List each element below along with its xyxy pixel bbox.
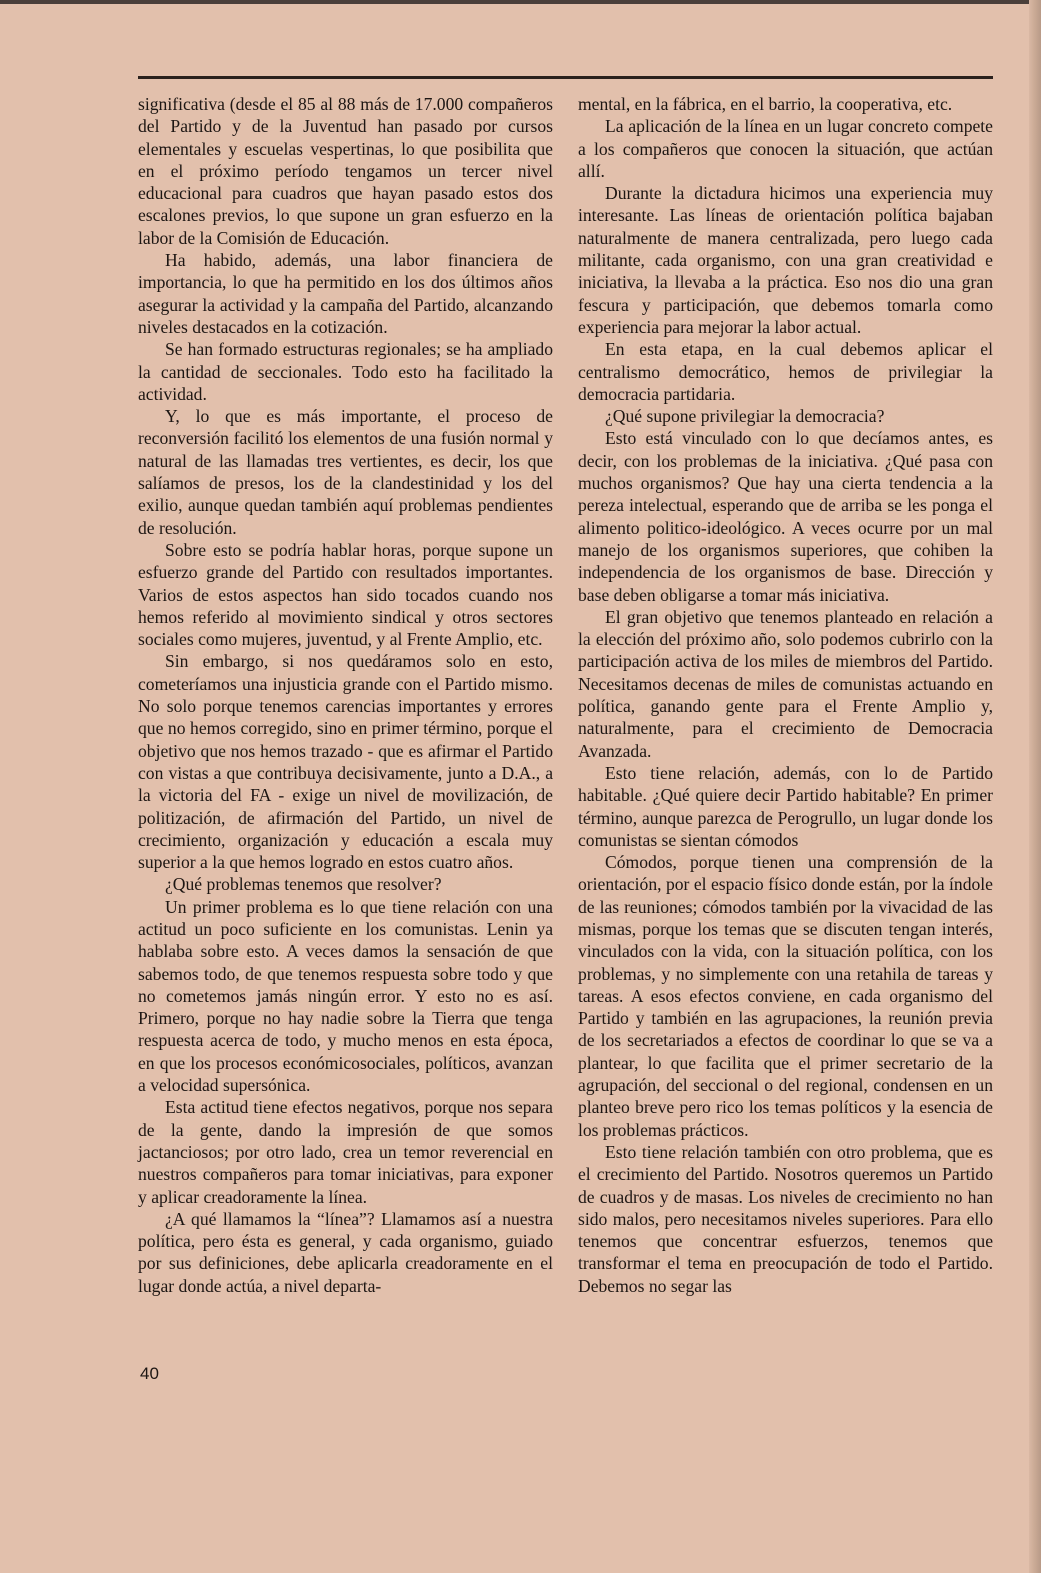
paragraph: Esta actitud tiene efectos negativos, porque nos separa de la gente, dando la impresión de que somos jactanciosos; por otro lado, crea un temor reverencial en nuestros compañeros para tomar iniciativas, para exponer y aplicar creadoramente la línea. bbox=[138, 1097, 553, 1207]
paragraph: significativa (desde el 85 al 88 más de 17.000 compañeros del Partido y de la Juventud han pasado por cursos elementales y escuelas vespertinas, lo que posibilita que en el próximo período tengamos un tercer nivel educacional para cuadros que hayan pasado estos dos escalones previos, lo que supone un gran esfuerzo en la labor de la Comisión de Educación. bbox=[138, 94, 553, 248]
paragraph: Cómodos, porque tienen una comprensión de la orientación, por el espacio físico donde están, por la índole de las reuniones; cómodos también por la vivacidad de las mismas, porque los temas que se discuten tengan interés, vinculados con la vida, con la situación política, con los problemas, y no simplemente con una retahila de tareas y tareas. A esos efectos conviene, en cada organismo del Partido y también en las agrupaciones, la reunión previa de los secretariados a efectos de coordinar lo que se va a plantear, lo que facilita que el primer secretario de la agrupación, del seccional o del regional, condensen en un planteo breve pero rico los temas políticos y la esencia de los problemas prácticos. bbox=[578, 852, 993, 1140]
paragraph: Esto tiene relación, además, con lo de Partido habitable. ¿Qué quiere decir Partido habitable? En primer término, aunque parezca de Perogrullo, un lugar donde los comunistas se sientan cómodos bbox=[578, 762, 993, 850]
left-column bbox=[138, 93, 553, 1297]
paragraph: Esto está vinculado con lo que decíamos antes, es decir, con los problemas de la iniciativa. ¿Qué pasa con muchos organismos? Que hay una cierta tendencia a la pereza intelectual, esperando que de arriba se les ponga el alimento politico-ideológico. A veces ocurre por un mal manejo de los organismos superiores, que cohiben la independencia de los organismos de base. Dirección y base deben obligarse a tomar más iniciativa. bbox=[578, 428, 993, 605]
header-rule bbox=[138, 76, 993, 79]
paragraph: Y, lo que es más importante, el proceso de reconversión facilitó los elementos de una fusión normal y natural de las llamadas tres vertientes, es decir, los que salíamos de presos, los de la clandestinidad y los del exilio, aunque quedan también aquí problemas pendientes de resolución. bbox=[138, 406, 553, 538]
paragraph: ¿Qué supone privilegiar la democracia? bbox=[605, 406, 885, 427]
paragraph: ¿Qué problemas tenemos que resolver? bbox=[165, 874, 442, 895]
paragraph: Sobre esto se podría hablar horas, porque supone un esfuerzo grande del Partido con resultados importantes. Varios de estos aspectos han sido tocados cuando nos hemos referido al movimiento sindical y otros sectores sociales como mujeres, juventud, y al Frente Amplio, etc. bbox=[138, 539, 553, 650]
paragraph: Se han formado estructuras regionales; se ha ampliado la cantidad de seccionales. Todo esto ha facilitado la actividad. bbox=[138, 339, 553, 404]
paragraph: ¿A qué llamamos la “línea”? Llamamos así a nuestra política, pero ésta es general, y cada organismo, guiado por sus definiciones, debe aplicarla creadoramente en el lugar donde actúa, a nivel departa- bbox=[138, 1208, 553, 1296]
paragraph: Esto tiene relación también con otro problema, que es el crecimiento del Partido. Nosotros queremos un Partido de cuadros y de masas. Los niveles de crecimiento no han sido malos, pero necesitamos niveles superiores. Para ello tenemos que concentrar esfuerzos, tenemos que transformar el tema en preocupación de todo el Partido. Debemos no segar las bbox=[578, 1141, 993, 1296]
paragraph: El gran objetivo que tenemos planteado en relación a la elección del próximo año, solo podemos cubrirlo con la participación activa de los miles de miembros del Partido. Necesitamos decenas de miles de comunistas actuando en política, ganando gente para el Frente Amplio y, naturalmente, para el crecimiento de Democracia Avanzada. bbox=[578, 606, 993, 761]
paragraph: Ha habido, además, una labor financiera de importancia, lo que ha permitido en los dos últimos años asegurar la actividad y la campaña del Partido, alcanzando niveles destacados en la cotización. bbox=[138, 250, 553, 337]
paragraph: Un primer problema es lo que tiene relación con una actitud un poco suficiente en los comunistas. Lenin ya hablaba sobre esto. A veces damos la sensación de que sabemos todo, de que tenemos respuesta sobre todo y que no cometemos jamás ningún error. Y esto no es así. Primero, porque no hay nadie sobre la Tierra que tenga respuesta acerca de todo, y mucho menos en esta época, en que los procesos económicosociales, políticos, avanzan a velocidad supersónica. bbox=[138, 896, 553, 1096]
paragraph: mental, en la fábrica, en el barrio, la cooperativa, etc. bbox=[578, 94, 953, 114]
right-column bbox=[578, 93, 993, 1297]
paragraph: En esta etapa, en la cual debemos aplicar el centralismo democrático, hemos de privilegiar la democracia partidaria. bbox=[578, 339, 993, 404]
page-top-edge bbox=[0, 0, 1041, 4]
page-number: 40 bbox=[140, 1364, 159, 1383]
paragraph: Sin embargo, si nos quedáramos solo en esto, cometeríamos una injusticia grande con el Partido mismo. No solo porque tenemos carencias importantes y errores que no hemos corregido, sino en primer término, porque el objetivo que nos hemos trazado - que es afirmar el Partido con vistas a que contribuya decisivamente, junto a D.A., a la victoria del FA - exige un nivel de movilización, de politización, de afirmación del Partido, un nivel de crecimiento, organización y educación a escala muy superior a la que hemos logrado en estos cuatro años. bbox=[138, 651, 553, 873]
paragraph: Durante la dictadura hicimos una experiencia muy interesante. Las líneas de orientación política bajaban naturalmente de manera centralizada, pero luego cada militante, cada organismo, con una gran creatividad e iniciativa, la llevaba a la práctica. Eso nos dio una gran fescura y participación, que debemos tomarla como experiencia para mejorar la labor actual. bbox=[578, 183, 993, 337]
paragraph: La aplicación de la línea en un lugar concreto compete a los compañeros que conocen la situación, que actúan allí. bbox=[578, 116, 993, 181]
page-binding-shadow bbox=[1029, 0, 1041, 1573]
